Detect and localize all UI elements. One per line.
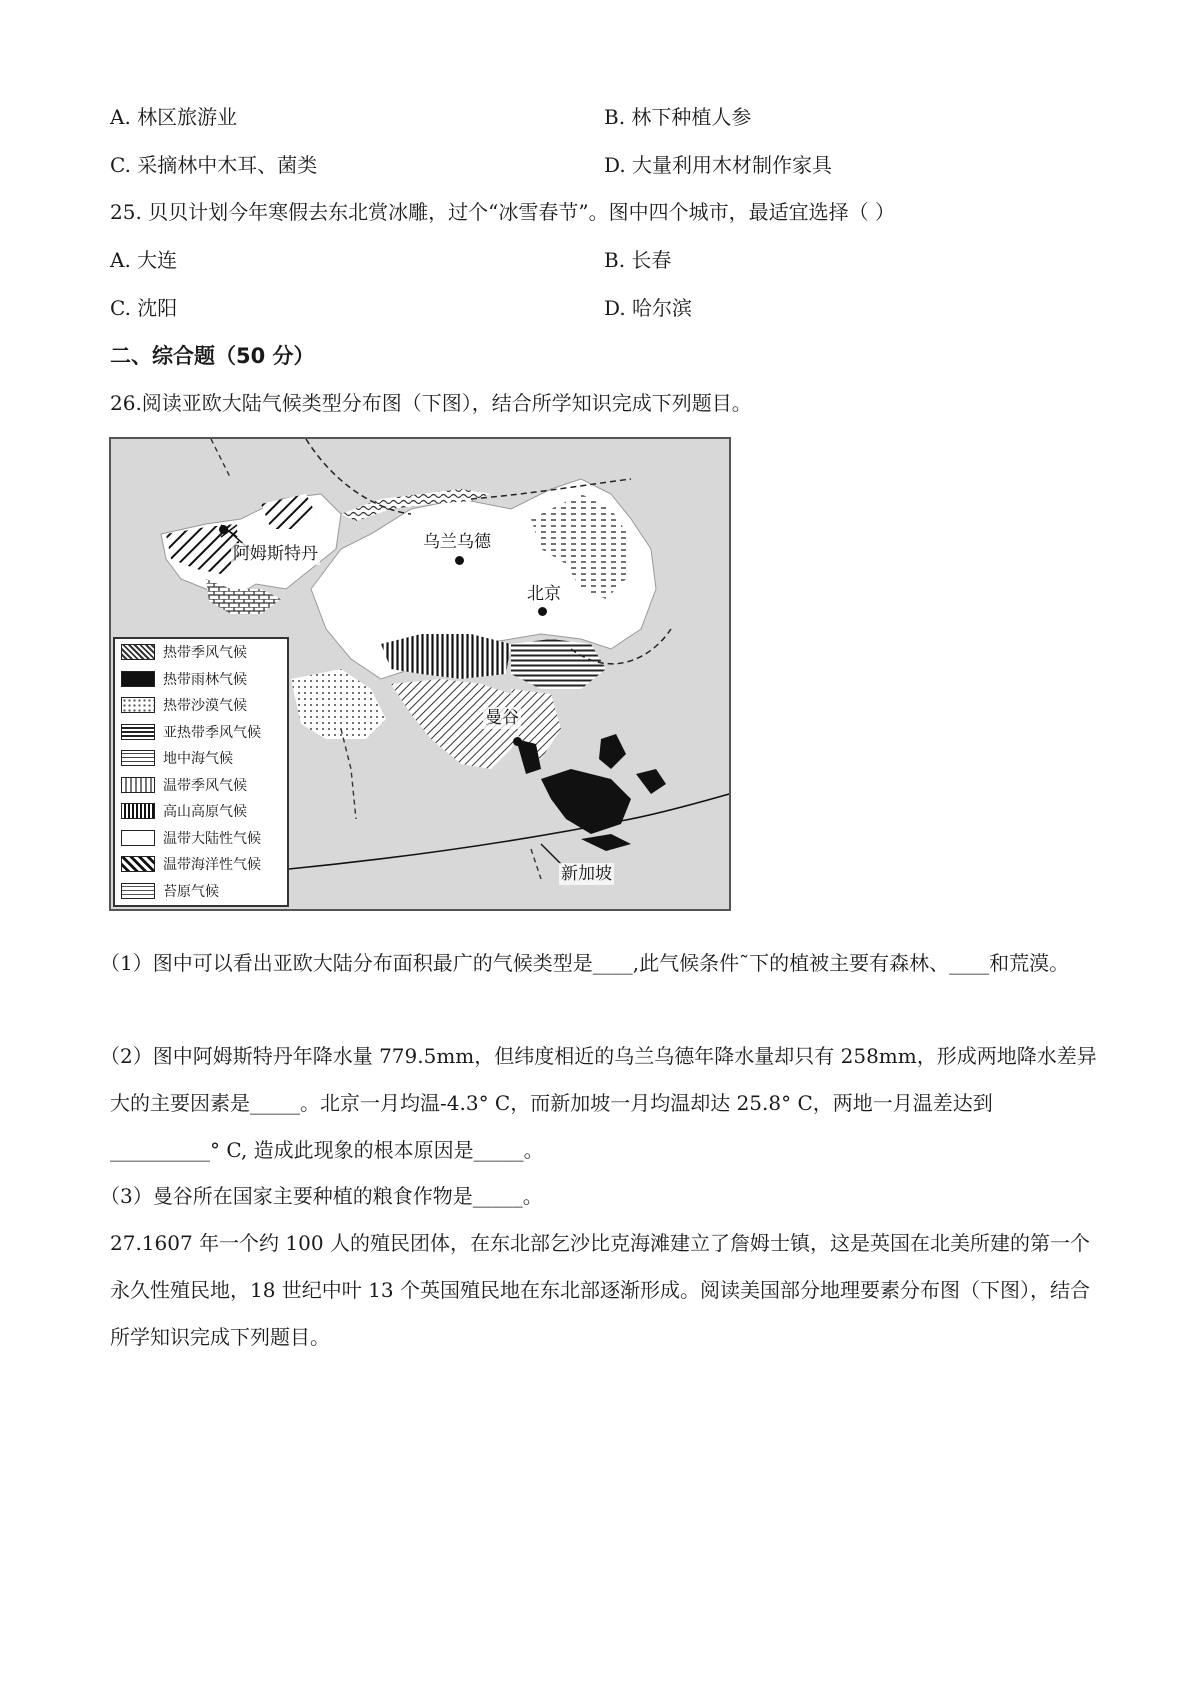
- city-label-bangkok: 曼谷: [485, 708, 519, 728]
- legend-label: 苔原气候: [163, 883, 219, 900]
- legend-label: 热带沙漠气候: [163, 698, 247, 715]
- legend-swatch-subtropical-monsoon: [121, 724, 155, 740]
- legend-item: [115, 666, 287, 693]
- legend-item: [115, 798, 287, 825]
- legend-item: [115, 851, 287, 878]
- legend-label: 温带海洋性气候: [163, 857, 261, 874]
- legend-swatch-tropical-rainforest: [121, 671, 155, 687]
- q25-option-b: B. 长春: [604, 248, 672, 272]
- legend-item: [115, 825, 287, 852]
- legend-label: 温带季风气候: [163, 777, 247, 794]
- q24-option-b: B. 林下种植人参: [604, 105, 752, 129]
- legend-label: 热带雨林气候: [163, 671, 247, 688]
- legend-item: [115, 878, 287, 905]
- q24-option-c: C. 采摘林中木耳、菌类: [110, 153, 318, 177]
- legend-label: 热带季风气候: [163, 645, 247, 662]
- legend-swatch-highland: [121, 803, 155, 819]
- map-legend: [113, 637, 289, 907]
- legend-swatch-mediterranean: [121, 750, 155, 766]
- q27-stem: 27.1607 年一个约 100 人的殖民团体，在东北部乞沙比克海滩建立了詹姆士镇，这是英国在北美所建的第一个永久性殖民地，18 世纪中叶 13 个英国殖民地在东北部逐渐形成。阅读美国部分地理要素分布图（下图），结合所学知识完成下列题目。: [110, 1231, 1090, 1349]
- city-label-singapore: 新加坡: [561, 864, 612, 884]
- q26-sub1: （1）图中可以看出亚欧大陆分布面积最广的气候类型是____,此气候条件˜下的植被主要有森林、____和荒漠。: [100, 951, 1070, 975]
- city-label-beijing: 北京: [527, 584, 561, 604]
- legend-swatch-tropical-desert: [121, 697, 155, 713]
- beijing-dot: [538, 607, 547, 616]
- legend-label: 高山高原气候: [163, 804, 247, 821]
- legend-swatch-temperate-continental: [121, 830, 155, 846]
- amsterdam-dot: [219, 525, 228, 534]
- city-label-ulaanbaatar: 乌兰乌德: [423, 532, 491, 552]
- q24-option-a: A. 林区旅游业: [110, 105, 238, 129]
- legend-label: 亚热带季风气候: [163, 724, 261, 741]
- q26-sub2: （2）图中阿姆斯特丹年降水量 779.5mm，但纬度相近的乌兰乌德年降水量却只有 258mm，形成两地降水差异大的主要因素是_____。北京一月均温-4.3° C，而新加坡一月均温却达 25.8° C，两地一月温差达到__________° C, 造成此现象的根本原因是_____。: [100, 1044, 1097, 1162]
- city-label-amsterdam: 阿姆斯特丹: [233, 544, 318, 564]
- q25-stem: 25. 贝贝计划今年寒假去东北赏冰雕，过个“冰雪春节”。图中四个城市，最适宜选择（ ）: [110, 200, 895, 224]
- q26-stem: 26.阅读亚欧大陆气候类型分布图（下图），结合所学知识完成下列题目。: [110, 391, 752, 415]
- legend-item: [115, 639, 287, 666]
- legend-swatch-temperate-monsoon: [121, 777, 155, 793]
- legend-item: [115, 745, 287, 772]
- ulaanbaatar-dot: [455, 556, 464, 565]
- legend-label: 地中海气候: [163, 751, 233, 768]
- legend-swatch-temperate-maritime: [121, 856, 155, 872]
- legend-swatch-tropical-monsoon: [121, 644, 155, 660]
- eurasia-climate-map: [109, 437, 731, 911]
- legend-swatch-tundra: [121, 883, 155, 899]
- legend-label: 温带大陆性气候: [163, 830, 261, 847]
- q25-option-d: D. 哈尔滨: [604, 296, 693, 320]
- legend-item: [115, 772, 287, 799]
- q24-option-d: D. 大量利用木材制作家具: [604, 153, 833, 177]
- bangkok-dot: [513, 737, 522, 746]
- q26-sub3: （3）曼谷所在国家主要种植的粮食作物是_____。: [100, 1184, 543, 1208]
- q25-option-a: A. 大连: [110, 248, 178, 272]
- legend-item: [115, 719, 287, 746]
- section-heading: 二、综合题（50 分）: [110, 344, 315, 368]
- q25-option-c: C. 沈阳: [110, 296, 178, 320]
- legend-item: [115, 692, 287, 719]
